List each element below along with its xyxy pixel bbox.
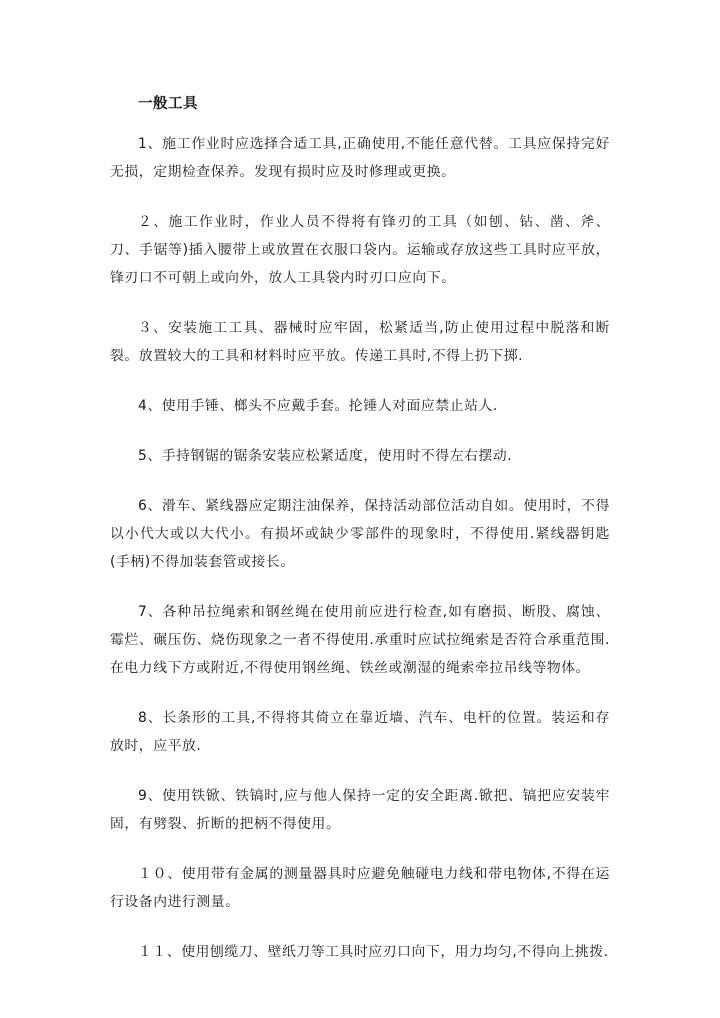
page-title: 一般工具 [138, 96, 198, 112]
paragraph-4: 4、使用手锤、榔头不应戴手套。抡锤人对面应禁止站人. [138, 398, 498, 414]
paragraph-10: １０、使用带有金属的测量器具时应避免触碰电力线和带电物体,不得在运行设备内进行测量。 [110, 866, 610, 910]
paragraph-2: ２、施工作业时，作业人员不得将有锋刃的工具（如刨、钻、凿、斧、刀、手锯等)插入腰带上或放置在衣服口袋内。运输或存放这些工具时应平放，锋刃口不可朝上或向外，放人工具袋内时刃口应向下。 [110, 214, 610, 286]
paragraph-1: 1、施工作业时应选择合适工具,正确使用,不能任意代替。工具应保持完好无损，定期检查保养。发现有损时应及时修理或更换。 [110, 136, 610, 180]
paragraph-5: 5、手持钢锯的锯条安装应松紧适度，使用时不得左右摆动. [138, 448, 513, 464]
document-body [110, 130, 610, 988]
paragraph-6: 6、滑车、紧线器应定期注油保养，保持活动部位活动自如。使用时，不得以小代大或以大代小。有损坏或缺少零部件的现象时，不得使用.紧线器钥匙(手柄)不得加装套管或接长。 [110, 498, 610, 570]
paragraph-9: 9、使用铁锨、铁镐时,应与他人保持一定的安全距离.锨把、镐把应安装牢固，有劈裂、折断的把柄不得使用。 [110, 788, 610, 832]
paragraph-8: 8、长条形的工具,不得将其倚立在靠近墙、汽车、电杆的位置。装运和存放时，应平放. [110, 710, 610, 754]
paragraph-7: 7、各种吊拉绳索和钢丝绳在使用前应进行检查,如有磨损、断股、腐蚀、霉烂、碾压伤、烧伤现象之一者不得使用.承重时应试拉绳索是否符合承重范围.在电力线下方或附近,不得使用钢丝绳、铁丝或潮湿的绳索牵拉吊线等物体。 [110, 604, 610, 676]
paragraph-11: １１、使用刨缆刀、壁纸刀等工具时应刃口向下，用力均匀,不得向上挑拨. [138, 944, 609, 960]
paragraph-3: ３、安装施工工具、器械时应牢固，松紧适当,防止使用过程中脱落和断裂。放置较大的工具和材料时应平放。传递工具时,不得上扔下掷. [110, 320, 610, 364]
